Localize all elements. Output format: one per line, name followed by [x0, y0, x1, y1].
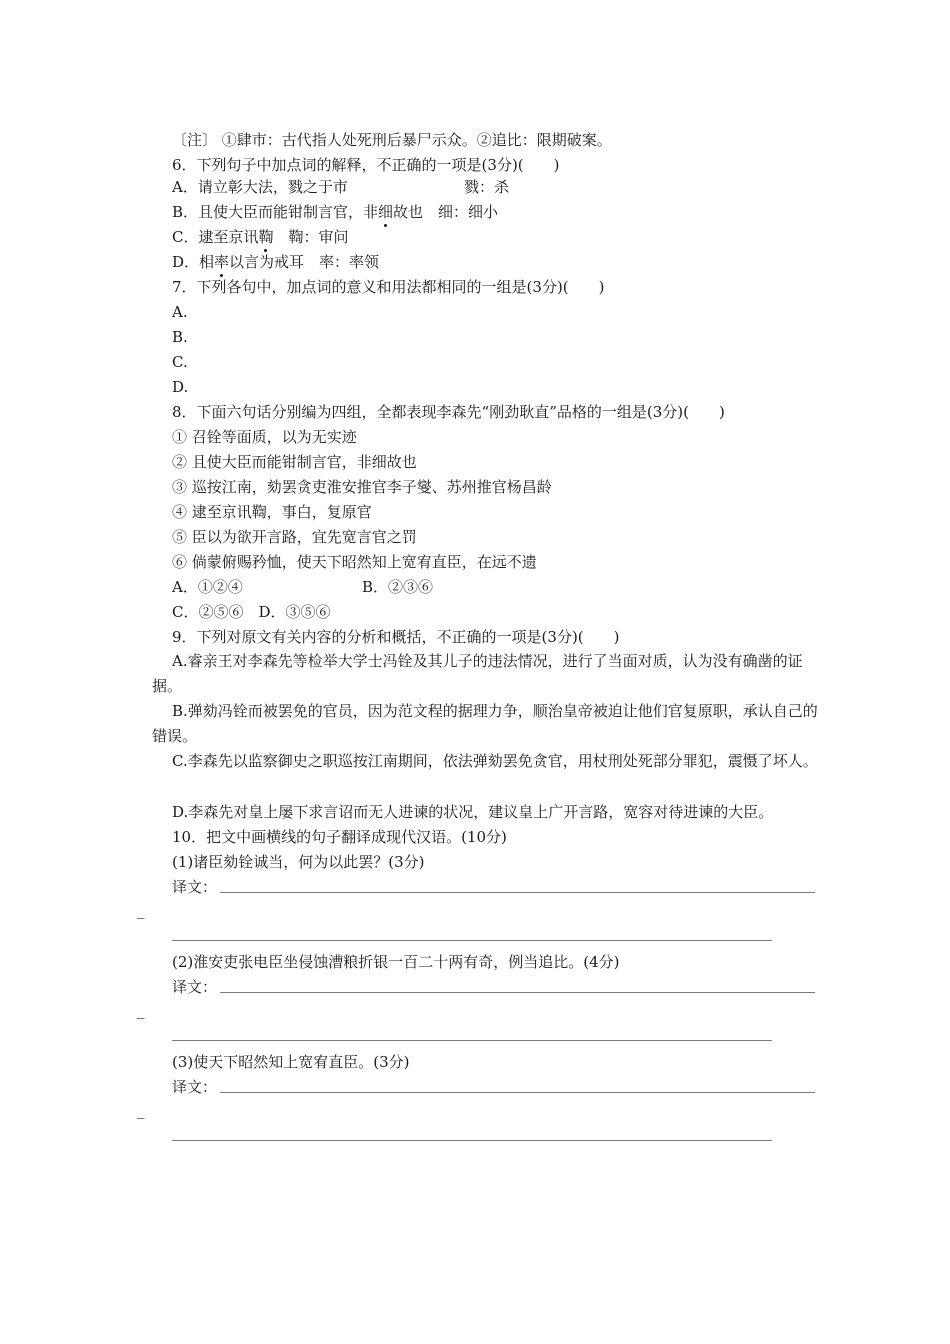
footnote: 〔注〕 ①肆市：古代指人处死刑后暴尸示众。②追比：限期破案。	[172, 131, 612, 149]
q10-answer-line-3b[interactable]	[172, 1140, 772, 1141]
q10-answer-line-1b[interactable]	[172, 940, 772, 941]
q7-option-b[interactable]: B.	[172, 328, 188, 346]
q10-dash-2: _	[137, 1001, 145, 1019]
q9-option-a[interactable]: A.睿亲王对李森先等检举大学士冯铨及其儿子的违法情况，进行了当面对质，认为没有确凿的证据。	[152, 652, 803, 695]
q6-option-d-pre: D．相	[172, 253, 215, 271]
q7-option-c[interactable]: C.	[172, 353, 188, 371]
q10-answer-label-1: 译文：	[172, 878, 218, 896]
q9-stem: 9．下列对原文有关内容的分析和概括，不正确的一项是(3分)( )	[172, 628, 620, 646]
q6-option-d-dotted-word: 率	[214, 253, 230, 271]
q8-item-4: ④ 逮至京讯鞫，事白，复原官	[172, 503, 372, 521]
q6-option-a[interactable]	[172, 177, 510, 197]
q8-stem: 8．下面六句话分别编为四组，全都表现李森先“刚劲耿直”品格的一组是(3分)( )	[172, 403, 725, 421]
q6-option-c[interactable]	[172, 227, 349, 247]
q10-answer-label-3: 译文：	[172, 1078, 218, 1096]
q8-option-a[interactable]: A．①②④	[172, 578, 243, 596]
q6-option-c-dotted-word: 鞫	[258, 228, 274, 246]
q8-option-b[interactable]: B．②③⑥	[362, 578, 434, 596]
q9-option-c[interactable]: C.李森先以监察御史之职巡按江南期间，依法弹劾罢免贪官，用杖刑处死部分罪犯，震慑了坏人。	[172, 752, 818, 770]
q6-option-a-text: A．请立彰大法，戮之于市	[172, 178, 348, 196]
q6-option-b[interactable]	[172, 202, 498, 222]
q10-stem: 10．把文中画横线的句子翻译成现代汉语。(10分)	[172, 828, 507, 846]
q8-item-6: ⑥ 倘蒙俯赐矜恤，使天下昭然知上宽宥直臣，在远不遗	[172, 553, 537, 571]
q6-option-c-pre: C．逮至京讯	[172, 228, 259, 246]
q10-sentence-3: (3)使天下昭然知上宽宥直臣。(3分)	[172, 1053, 410, 1071]
q10-dash-3: _	[137, 1101, 145, 1119]
q10-answer-line-2a[interactable]	[220, 992, 815, 993]
q7-stem: 7．下列各句中，加点词的意义和用法都相同的一组是(3分)( )	[172, 278, 605, 296]
q10-answer-line-3a[interactable]	[220, 1092, 815, 1093]
q6-option-b-dotted-word: 细	[378, 203, 394, 221]
q9-option-b[interactable]: B.弹劾冯铨而被罢免的官员，因为范文程的据理力争，顺治皇帝被迫让他们官复原职，承认自己的错误。	[152, 702, 818, 745]
q8-item-2: ② 且使大臣而能钳制言官，非细故也	[172, 453, 417, 471]
q6-option-c-post: 鞫：审问	[273, 228, 349, 246]
q8-item-3: ③ 巡按江南，劾罢贪吏淮安推官李子燮、苏州推官杨昌龄	[172, 478, 552, 496]
q10-sentence-1: (1)诸臣劾铨诚当，何为以此罢？(3分)	[172, 853, 425, 871]
q6-option-b-pre: B．且使大臣而能钳制言官，非	[172, 203, 379, 221]
q10-answer-line-2b[interactable]	[172, 1040, 772, 1041]
q10-dash-1: _	[137, 901, 145, 919]
q10-sentence-2: (2)淮安吏张电臣坐侵蚀漕粮折银一百二十两有奇，例当追比。(4分)	[172, 953, 620, 971]
q7-option-a[interactable]: A.	[172, 303, 188, 321]
q10-answer-line-1a[interactable]	[220, 892, 815, 893]
q6-option-b-post: 故也 细：细小	[393, 203, 499, 221]
q9-option-d[interactable]: D.李森先对皇上屡下求言诏而无人进谏的状况，建议皇上广开言路，宽容对待进谏的大臣。	[172, 803, 774, 821]
q8-option-c-d[interactable]: C．②⑤⑥ D．③⑤⑥	[172, 603, 331, 621]
q6-option-a-gloss: 戮：杀	[464, 178, 510, 196]
q10-answer-label-2: 译文：	[172, 978, 218, 996]
q6-option-d[interactable]	[172, 252, 379, 272]
q6-stem: 6．下列句子中加点词的解释，不正确的一项是(3分)( )	[172, 156, 560, 174]
q8-item-1: ① 召铨等面质，以为无实迹	[172, 428, 357, 446]
q8-item-5: ⑤ 臣以为欲开言路，宜先宽言官之罚	[172, 528, 417, 546]
q7-option-d[interactable]: D.	[172, 378, 189, 396]
q6-option-d-post: 以言为戒耳 率：率领	[229, 253, 380, 271]
